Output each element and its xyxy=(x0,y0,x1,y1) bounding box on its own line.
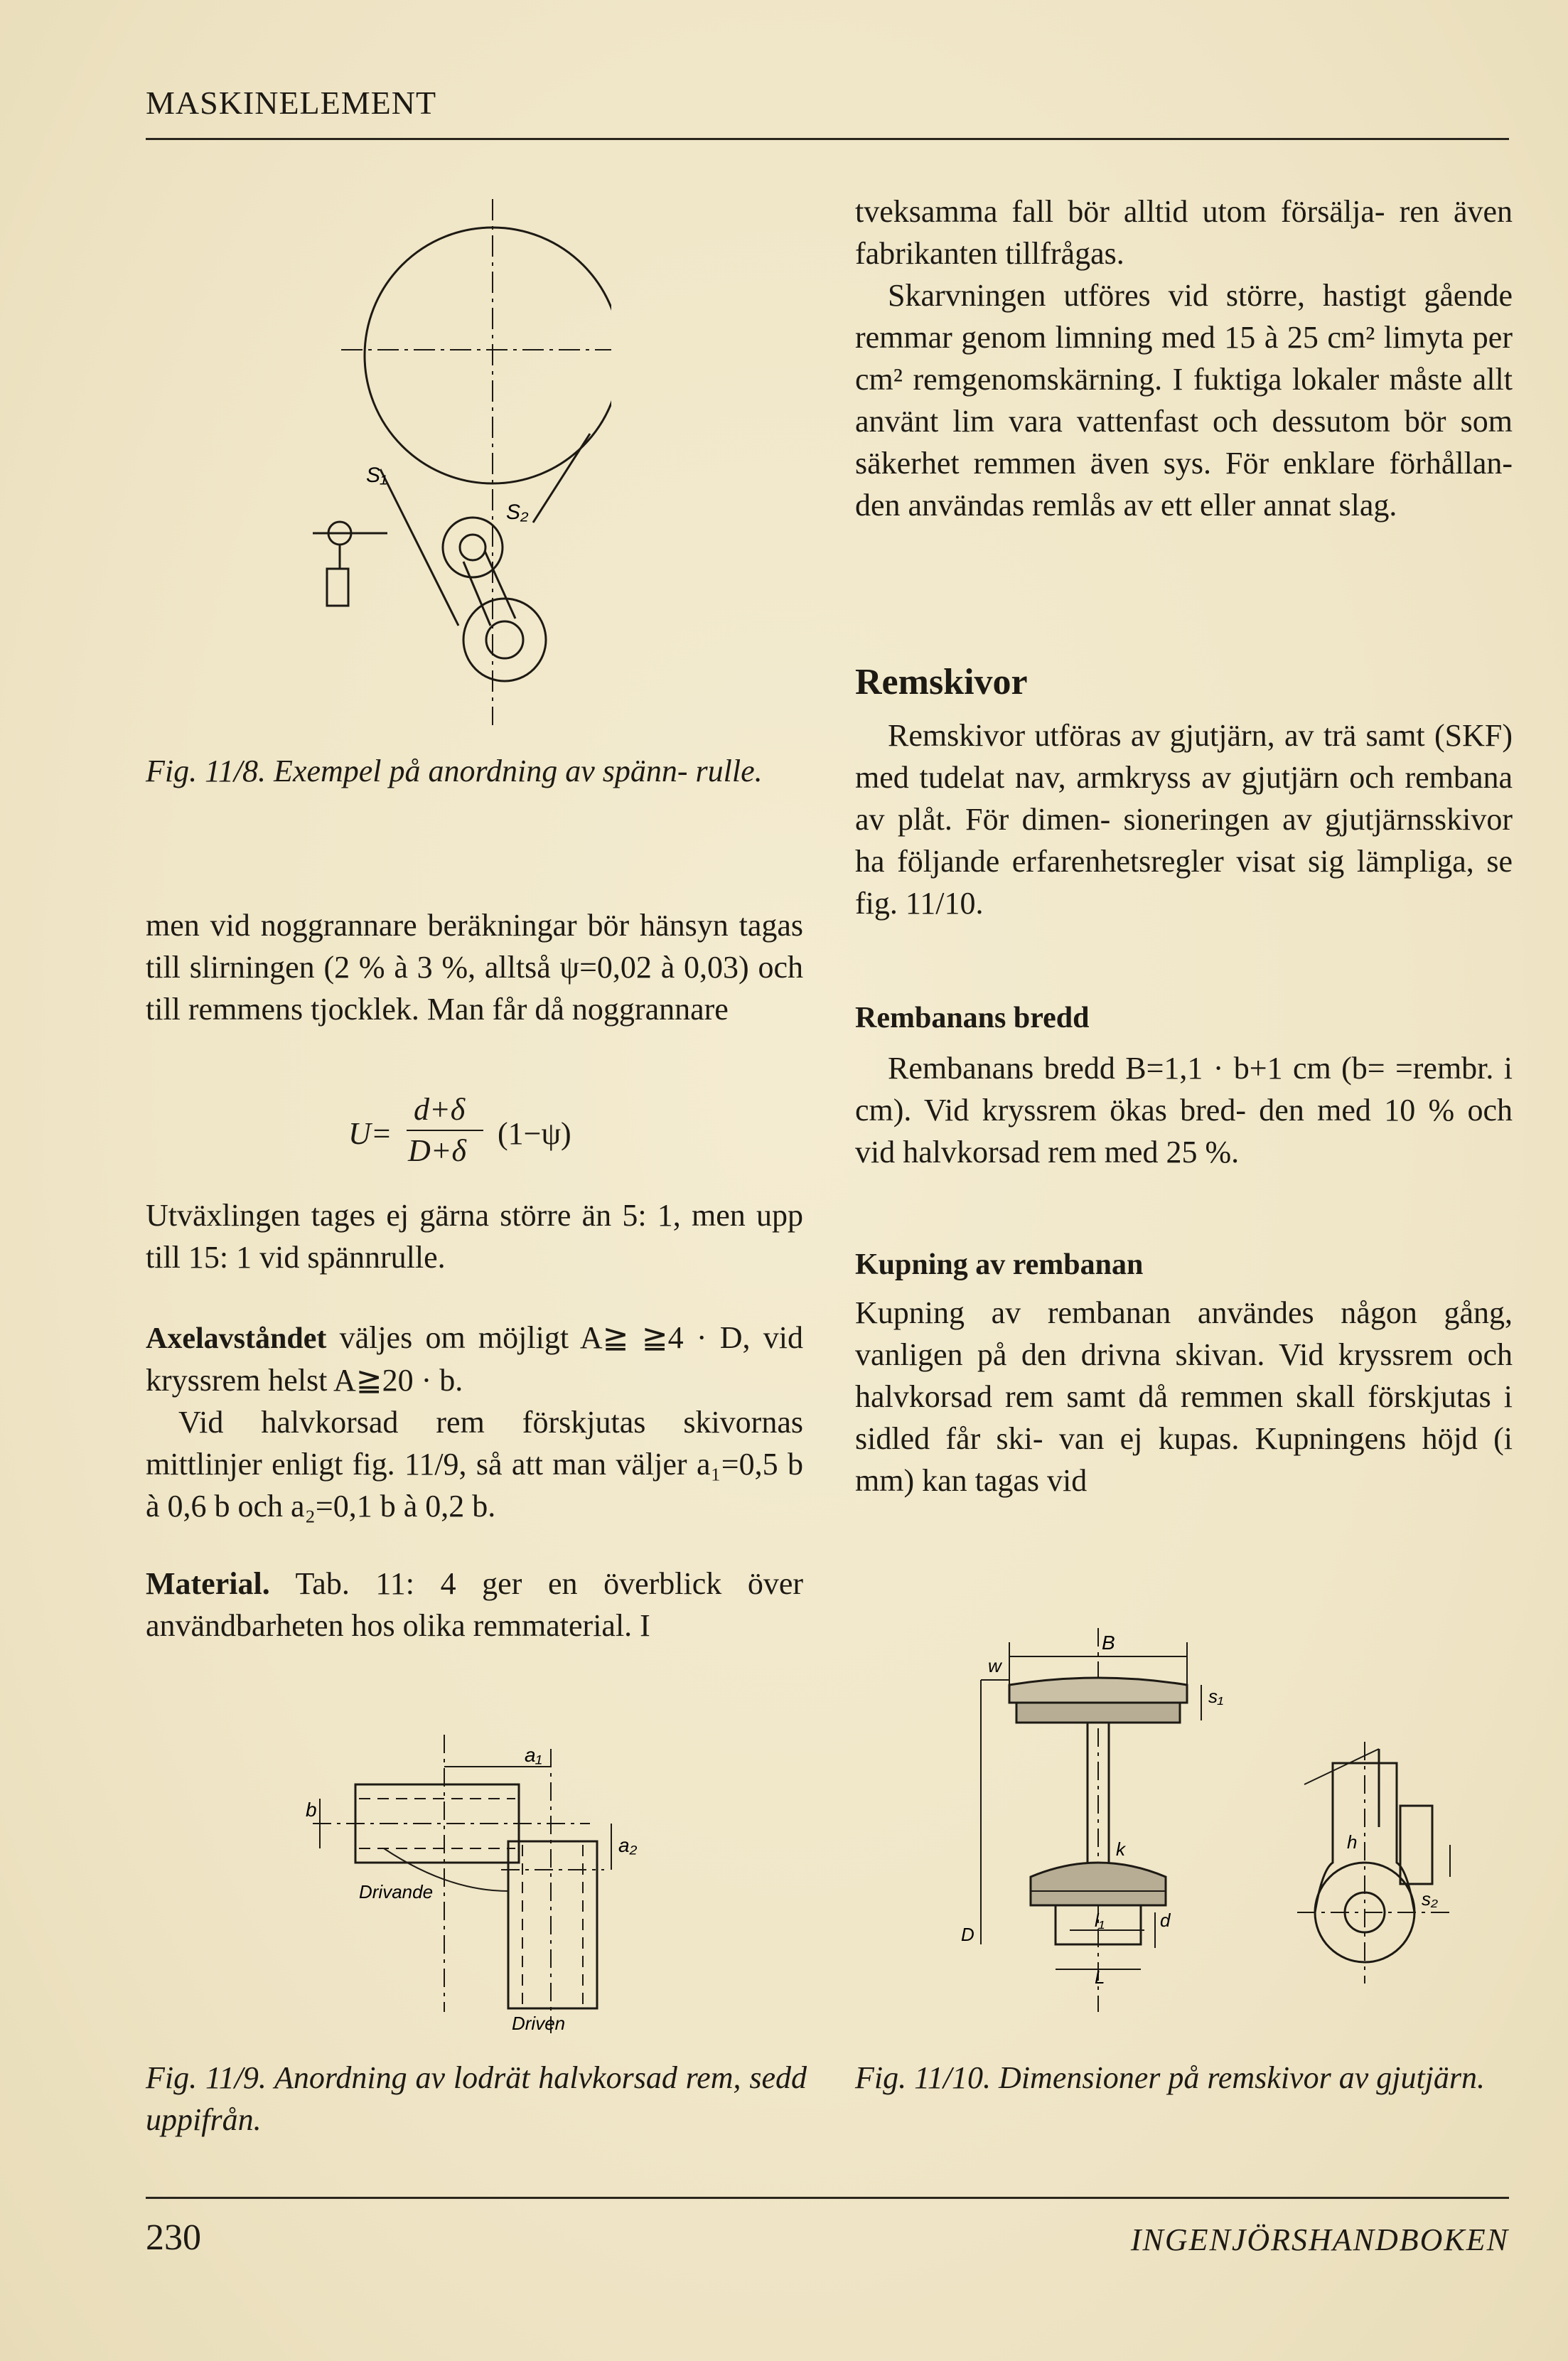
material-paragraph xyxy=(146,1563,803,1647)
right-para-5: Kupning av rembanan användes någon gång, vanligen på den drivna skivan. Vid kryssrem och halvkorsad rem samt då remmen skall förskjutas i sidled får ski- van ej kupas. Kupningens höjd (i mm) kan tagas vid xyxy=(855,1295,1513,1498)
label-k: k xyxy=(1116,1838,1125,1860)
label-s1: S₁ xyxy=(366,464,387,487)
label-l1: l₁ xyxy=(1095,1910,1105,1931)
label-b: b xyxy=(306,1799,317,1821)
fig-11-9-caption: Fig. 11/9. Anordning av lodrät halvkorsad rem, sedd uppifrån. xyxy=(146,2060,807,2137)
material-heading: Material. xyxy=(146,1566,270,1601)
rembanans-heading: Rembanans bredd xyxy=(855,1002,1090,1034)
label-drivande: Drivande xyxy=(359,1881,434,1902)
fig-11-10-caption: Fig. 11/10. Dimensioner på remskivor av gjutjärn. xyxy=(855,2060,1486,2095)
figure-11-9 xyxy=(291,1728,675,2040)
kupning-heading: Kupning av rembanan xyxy=(855,1248,1144,1281)
label-s2: S₂ xyxy=(506,500,529,524)
figure-11-8 xyxy=(299,192,611,732)
axel-paragraph xyxy=(146,1317,803,1401)
left-para-3: Vid halvkorsad rem förskjutas skivornas mittlinjer enligt fig. 11/9, så att man väljer a₁=0,5 b à 0,6 b och a₂=0,1 b à 0,2 b. xyxy=(146,1405,803,1524)
label-D: D xyxy=(961,1924,974,1945)
formula-factor: (1−ψ) xyxy=(498,1116,571,1151)
right-para-3: Remskivor utföras av gjutjärn, av trä samt (SKF) med tudelat nav, armkryss av gjutjärn och rembana av plåt. För dimen- sioneringen av gjutjärnsskivor ha följande erfarenhetsregler visat sig lämpliga, se fig. 11/10. xyxy=(855,718,1513,921)
right-para-1: tveksamma fall bör alltid utom försälja- ren även fabrikanten tillfrågas. xyxy=(855,194,1513,271)
header-rule xyxy=(146,138,1509,140)
formula-numerator: d+δ xyxy=(414,1092,466,1127)
formula-lhs: U= xyxy=(348,1116,392,1151)
right-para-4: Rembanans bredd B=1,1 · b+1 cm (b= =rembr. i cm). Vid kryssrem ökas bred- den med 10 % och vid halvkorsad rem med 25 %. xyxy=(855,1051,1513,1169)
label-s2: s₂ xyxy=(1422,1888,1438,1910)
footer-rule xyxy=(146,2197,1509,2199)
left-para-2: Utväxlingen tages ej gärna större än 5: 1, men upp till 15: 1 vid spännrulle. xyxy=(146,1198,803,1275)
label-B: B xyxy=(1102,1632,1115,1654)
right-para-2: Skarvningen utföres vid större, hastigt gående remmar genom limning med 15 à 25 cm² limyta per cm² remgenomskärning. I fuktiga lokaler måste allt använt lim vara vattenfast och dessutom bör som säkerhet remmen även sys. För enklare förhållan- den användas remlås av ett eller annat slag. xyxy=(855,278,1513,523)
label-w: w xyxy=(988,1655,1002,1676)
remskivor-heading: Remskivor xyxy=(855,662,1028,702)
label-d: d xyxy=(1160,1910,1171,1931)
label-s1: s₁ xyxy=(1208,1686,1224,1707)
label-a1: a₁ xyxy=(525,1744,542,1766)
material-text: Tab. 11: 4 ger en överblick över användbarheten hos olika remmaterial. I xyxy=(146,1566,803,1643)
label-h: h xyxy=(1347,1831,1358,1853)
left-para-1: men vid noggrannare beräkningar bör hänsyn tagas till slirningen (2 % à 3 %, alltså ψ=0,02 à 0,03) och till remmens tjocklek. Man får då noggrannare xyxy=(146,908,803,1027)
axel-text: väljes om möjligt A≧ ≧4 · D, vid kryssrem helst A≧20 · b. xyxy=(146,1320,803,1398)
label-L: L xyxy=(1095,1966,1105,1988)
running-head: MASKINELEMENT xyxy=(146,85,437,121)
formula-fraction-bar xyxy=(407,1130,483,1131)
formula-u xyxy=(348,1091,633,1169)
label-driven: Driven xyxy=(512,2013,566,2034)
figure-11-10 xyxy=(910,1614,1521,2019)
book-title: INGENJÖRSHANDBOKEN xyxy=(1130,2222,1509,2257)
page-number: 230 xyxy=(146,2217,201,2258)
formula-denominator: D+δ xyxy=(408,1133,466,1168)
fig-11-8-caption: Fig. 11/8. Exempel på anordning av spänn- rulle. xyxy=(146,754,763,788)
axel-heading: Axelavståndet xyxy=(146,1322,327,1355)
label-a2: a₂ xyxy=(618,1834,638,1856)
